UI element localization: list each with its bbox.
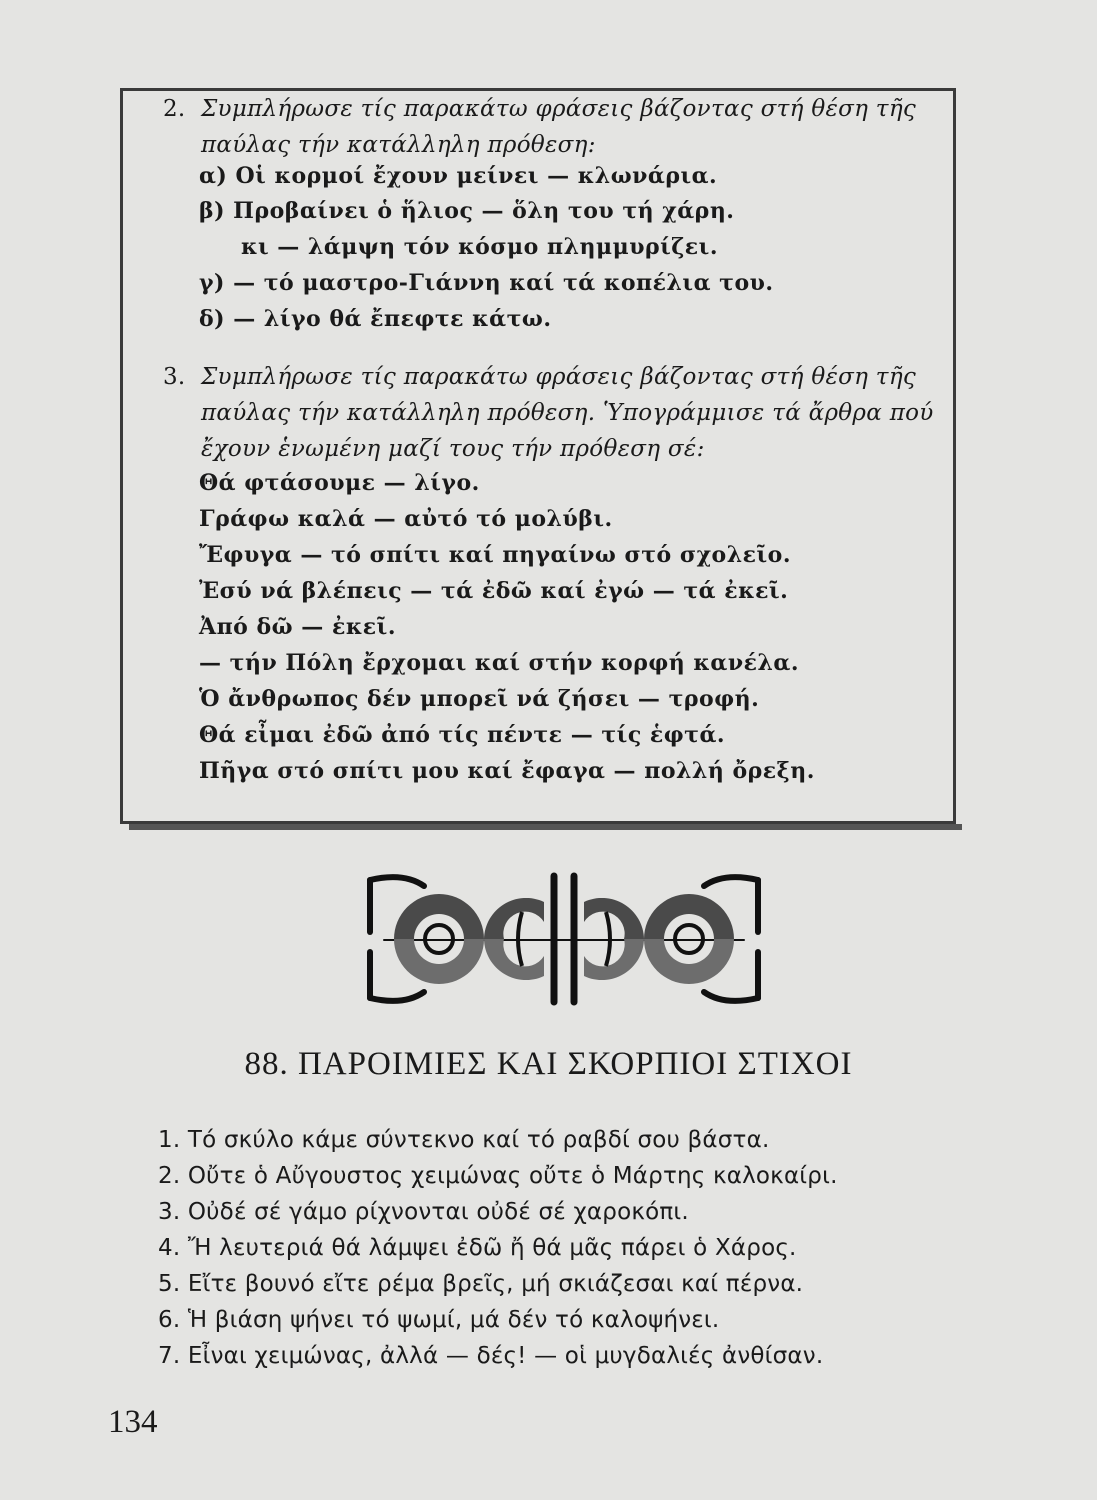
exercise-number: 3.	[163, 364, 186, 390]
exercise-line: Ὁ ἄνθρωπος δέν μπορεῖ νά ζήσει — τροφή.	[199, 686, 760, 712]
exercise-line: γ) — τό μαστρο-Γιάννη καί τά κοπέλια του.	[199, 270, 774, 296]
exercise-line: Ἐσύ νά βλέπεις — τά ἐδῶ καί ἐγώ — τά ἐκεῖ.	[199, 578, 789, 604]
exercise-number: 2.	[163, 96, 186, 122]
decorative-ornament	[364, 872, 764, 1006]
exercise-line: Πῆγα στό σπίτι μου καί ἔφαγα — πολλή ὄρεξη.	[199, 758, 815, 784]
exercise-line: Θά εἶμαι ἐδῶ ἀπό τίς πέντε — τίς ἑφτά.	[199, 722, 726, 748]
proverb-line: 2. Οὔτε ὁ Αὔγουστος χειμώνας οὔτε ὁ Μάρτης καλοκαίρι.	[158, 1163, 838, 1189]
instruction-text: Συμπλήρωσε τίς παρακάτω φράσεις βάζοντας στή θέση τῆς παύλας τήν κατάλληλη πρόθεση. Ὑπογράμμισε τά ἄρθρα πού ἔχουν ἑνωμένη μαζί τους τήν πρόθεση σέ:	[201, 364, 934, 462]
exercise-line: κι — λάμψη τόν κόσμο πλημμυρίζει.	[241, 234, 718, 260]
page-number: 134	[108, 1404, 158, 1440]
exercise-line: Ἀπό δῶ — ἐκεῖ.	[199, 614, 396, 640]
proverb-line: 1. Τό σκύλο κάμε σύντεκνο καί τό ραβδί σου βάστα.	[158, 1127, 770, 1153]
exercise-2-instruction	[163, 91, 935, 163]
exercise-line: Θά φτάσουμε — λίγο.	[199, 470, 480, 496]
proverb-line: 5. Εἴτε βουνό εἴτε ρέμα βρεῖς, μή σκιάζεσαι καί πέρνα.	[158, 1271, 804, 1297]
exercise-line: — τήν Πόλη ἔρχομαι καί στήν κορφή κανέλα.	[199, 650, 799, 676]
proverb-line: 6. Ἡ βιάση ψήνει τό ψωμί, μά δέν τό καλοψήνει.	[158, 1307, 720, 1333]
instruction-text: Συμπλήρωσε τίς παρακάτω φράσεις βάζοντας στή θέση τῆς παύλας τήν κατάλληλη πρόθεση:	[201, 96, 917, 158]
exercise-3-instruction	[163, 359, 935, 467]
exercise-line: α) Οἱ κορμοί ἔχουν μείνει — κλωνάρια.	[199, 163, 718, 189]
exercise-line: β) Προβαίνει ὁ ἥλιος — ὅλη του τή χάρη.	[199, 198, 735, 224]
proverb-line: 4. Ἤ λευτεριά θά λάμψει ἐδῶ ἤ θά μᾶς πάρει ὁ Χάρος.	[158, 1235, 797, 1261]
exercise-line: δ) — λίγο θά ἔπεφτε κάτω.	[199, 306, 552, 332]
exercise-line: Γράφω καλά — αὐτό τό μολύβι.	[199, 506, 613, 532]
exercise-line: Ἔφυγα — τό σπίτι καί πηγαίνω στό σχολεῖο.	[199, 542, 791, 568]
exercise-box	[120, 88, 956, 824]
proverb-line: 7. Εἶναι χειμώνας, ἀλλά — δές! — οἱ μυγδαλιές ἀνθίσαν.	[158, 1343, 824, 1369]
section-title: 88. ΠΑΡΟΙΜΙΕΣ ΚΑΙ ΣΚΟΡΠΙΟΙ ΣΤΙΧΟΙ	[244, 1046, 853, 1082]
proverb-line: 3. Οὐδέ σέ γάμο ρίχνονται οὐδέ σέ χαροκόπι.	[158, 1199, 689, 1225]
